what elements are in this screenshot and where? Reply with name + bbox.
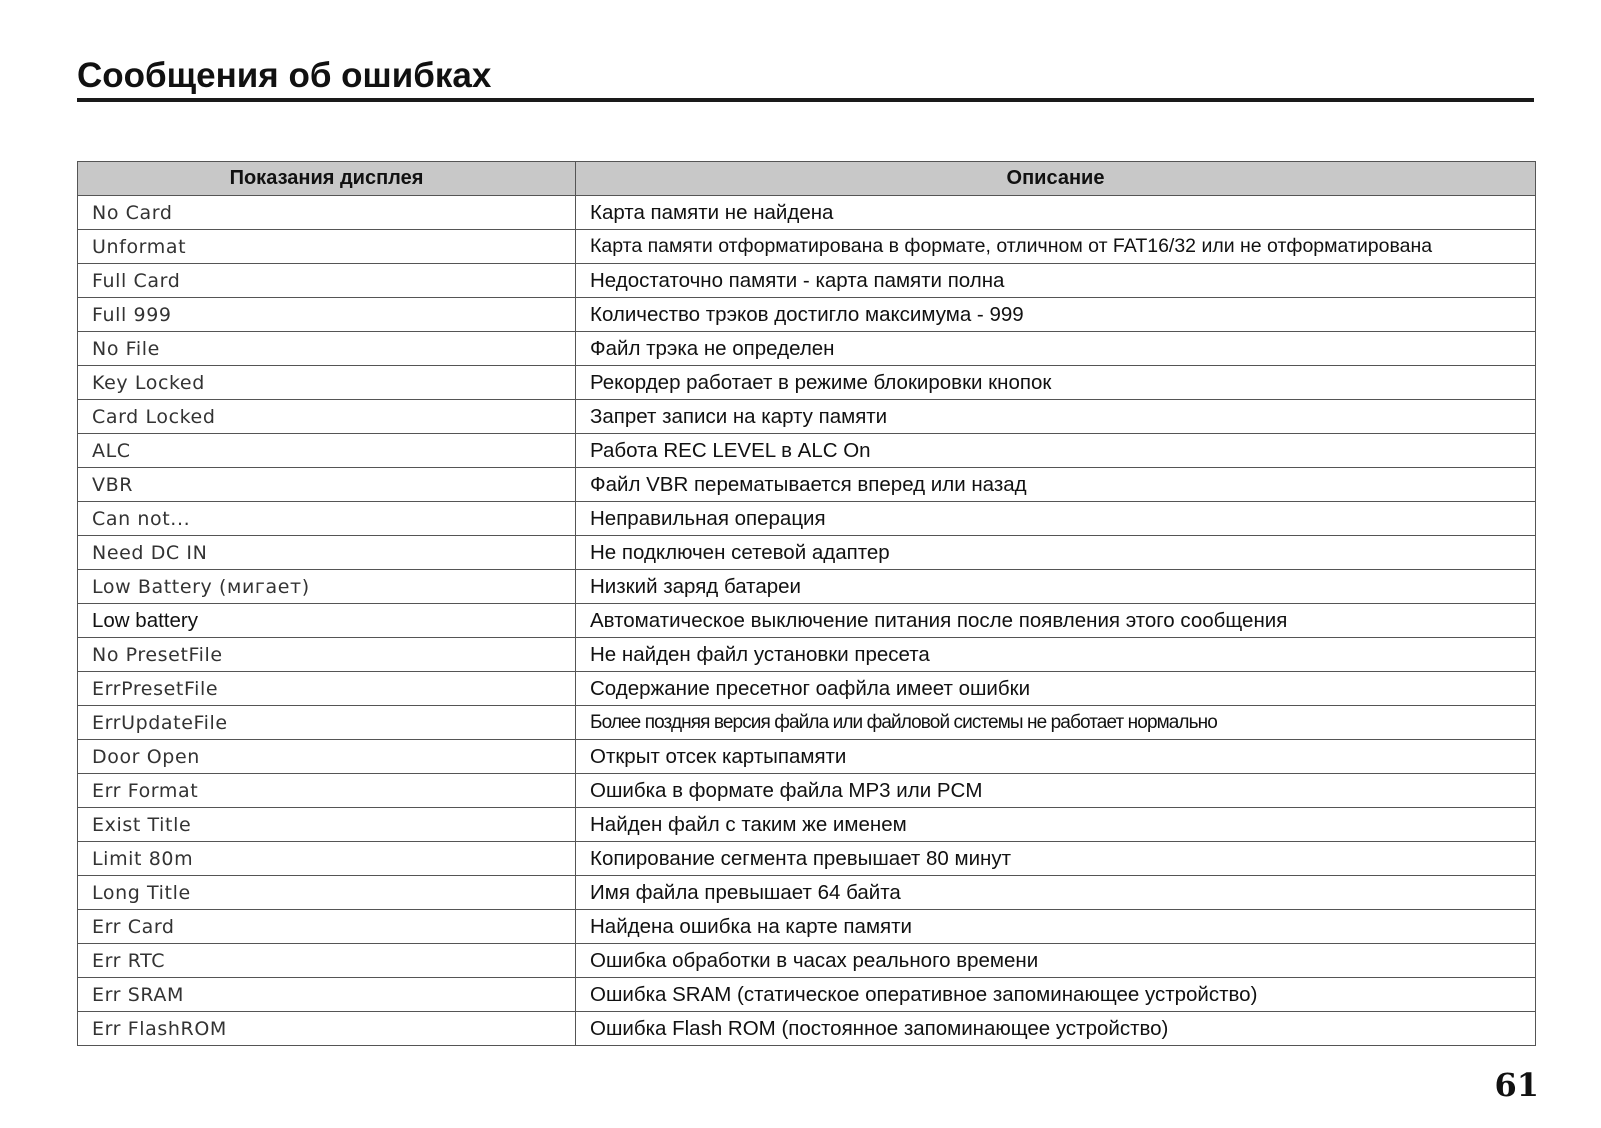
- display-message: Err Format: [78, 774, 576, 808]
- display-message: No PresetFile: [78, 638, 576, 672]
- display-message: Err FlashROM: [78, 1012, 576, 1046]
- display-message: Err RTC: [78, 944, 576, 978]
- display-message: Long Title: [78, 876, 576, 910]
- message-description: Содержание пресетног оафйла имеет ошибки: [576, 672, 1536, 706]
- display-message: Unformat: [78, 230, 576, 264]
- display-message: Low battery: [78, 604, 576, 638]
- table-row: [78, 1012, 1536, 1046]
- message-description: Низкий заряд батареи: [576, 570, 1536, 604]
- display-message: No File: [78, 332, 576, 366]
- table-row: [78, 978, 1536, 1012]
- display-message: Err Card: [78, 910, 576, 944]
- table-row: [78, 196, 1536, 230]
- table-row: [78, 570, 1536, 604]
- message-description: Имя файла превышает 64 байта: [576, 876, 1536, 910]
- column-header-display: Показания дисплея: [78, 162, 576, 196]
- table-row: [78, 502, 1536, 536]
- error-messages-table: [77, 161, 1536, 1046]
- display-message: Need DC IN: [78, 536, 576, 570]
- table-row: [78, 468, 1536, 502]
- table-row: [78, 808, 1536, 842]
- message-description: Более поздняя версия файла или файловой системы не работает нормально: [576, 706, 1536, 740]
- table-row: [78, 842, 1536, 876]
- table-row: [78, 366, 1536, 400]
- page-title: Сообщения об ошибках: [77, 56, 492, 95]
- message-description: Копирование сегмента превышает 80 минут: [576, 842, 1536, 876]
- message-description: Рекордер работает в режиме блокировки кнопок: [576, 366, 1536, 400]
- display-message: Limit 80m: [78, 842, 576, 876]
- message-description: Ошибка в формате файла MP3 или PCM: [576, 774, 1536, 808]
- display-message: VBR: [78, 468, 576, 502]
- table-row: [78, 740, 1536, 774]
- display-message: Door Open: [78, 740, 576, 774]
- table-row: [78, 230, 1536, 264]
- message-description: Не подключен сетевой адаптер: [576, 536, 1536, 570]
- display-message: Low Battery (мигает): [78, 570, 576, 604]
- display-message: Can not...: [78, 502, 576, 536]
- display-message: Key Locked: [78, 366, 576, 400]
- message-description: Найден файл с таким же именем: [576, 808, 1536, 842]
- message-description: Файл трэка не определен: [576, 332, 1536, 366]
- table-row: [78, 706, 1536, 740]
- display-message: Card Locked: [78, 400, 576, 434]
- table-row: [78, 604, 1536, 638]
- table-row: [78, 910, 1536, 944]
- table-header-row: [78, 162, 1536, 196]
- message-description: Карта памяти отформатирована в формате, отличном от FAT16/32 или не отформатирована: [576, 230, 1536, 264]
- message-description: Ошибка SRAM (статическое оперативное запоминающее устройство): [576, 978, 1536, 1012]
- table-row: [78, 332, 1536, 366]
- display-message: No Card: [78, 196, 576, 230]
- table-row: [78, 638, 1536, 672]
- column-header-description: Описание: [576, 162, 1536, 196]
- display-message: Full Card: [78, 264, 576, 298]
- message-description: Не найден файл установки пресета: [576, 638, 1536, 672]
- message-description: Ошибка Flash ROM (постоянное запоминающее устройство): [576, 1012, 1536, 1046]
- display-message: Exist Title: [78, 808, 576, 842]
- message-description: Открыт отсек картыпамяти: [576, 740, 1536, 774]
- message-description: Найдена ошибка на карте памяти: [576, 910, 1536, 944]
- message-description: Недостаточно памяти - карта памяти полна: [576, 264, 1536, 298]
- page-number: 61: [1494, 1066, 1539, 1104]
- table-row: [78, 264, 1536, 298]
- display-message: Full 999: [78, 298, 576, 332]
- table-row: [78, 434, 1536, 468]
- table-row: [78, 876, 1536, 910]
- table-row: [78, 774, 1536, 808]
- display-message: ALC: [78, 434, 576, 468]
- table-row: [78, 672, 1536, 706]
- message-description: Количество трэков достигло максимума - 999: [576, 298, 1536, 332]
- table-row: [78, 298, 1536, 332]
- display-message: ErrUpdateFile: [78, 706, 576, 740]
- message-description: Запрет записи на карту памяти: [576, 400, 1536, 434]
- table-row: [78, 400, 1536, 434]
- display-message: ErrPresetFile: [78, 672, 576, 706]
- message-description: Неправильная операция: [576, 502, 1536, 536]
- message-description: Карта памяти не найдена: [576, 196, 1536, 230]
- message-description: Автоматическое выключение питания после появления этого сообщения: [576, 604, 1536, 638]
- message-description: Ошибка обработки в часах реального времени: [576, 944, 1536, 978]
- table-row: [78, 536, 1536, 570]
- table-row: [78, 944, 1536, 978]
- display-message: Err SRAM: [78, 978, 576, 1012]
- message-description: Работа REC LEVEL в ALC On: [576, 434, 1536, 468]
- title-divider: [77, 98, 1534, 102]
- message-description: Файл VBR перематывается вперед или назад: [576, 468, 1536, 502]
